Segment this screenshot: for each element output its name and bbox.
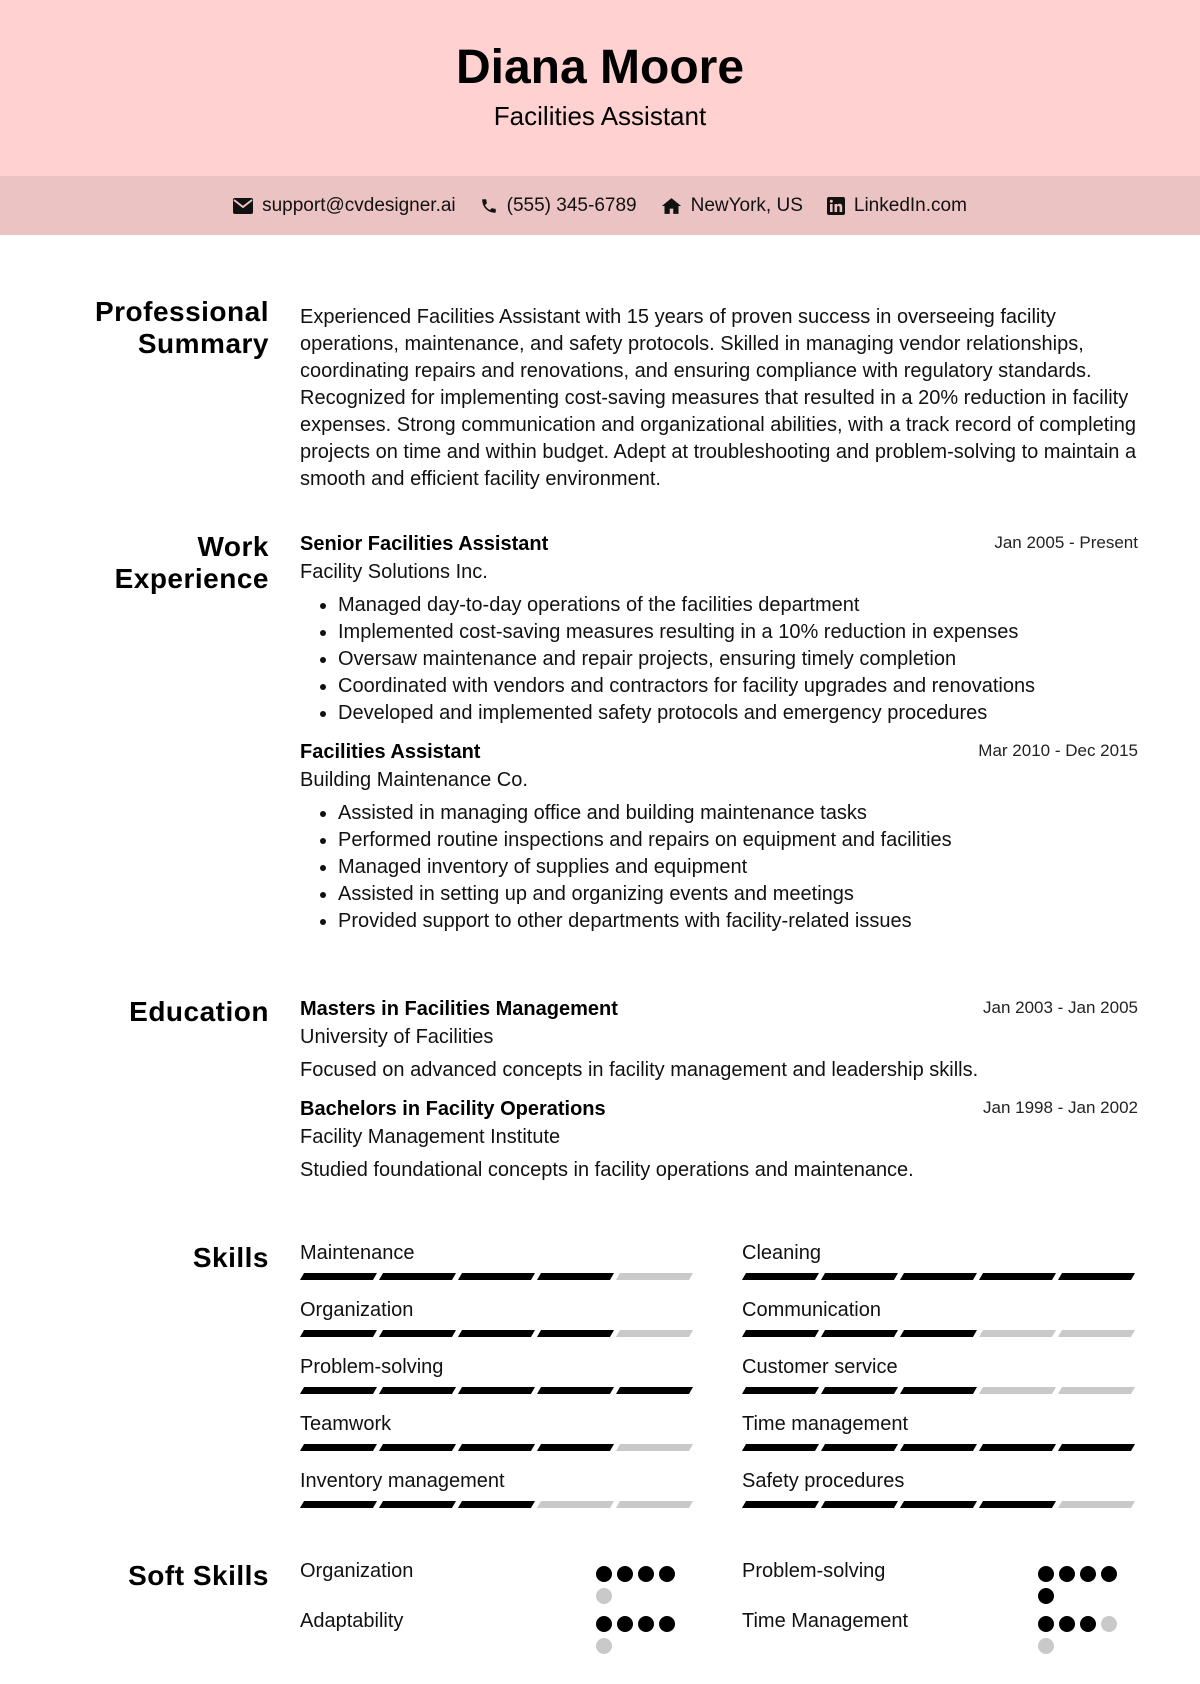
skill-level-segment (458, 1387, 535, 1394)
education-heading: Education (129, 996, 269, 1027)
skill-level-bar (742, 1387, 1138, 1394)
job-bullet: • Performed routine inspections and repairs on equipment and facilities (338, 827, 1138, 854)
skill-level-segment (379, 1444, 456, 1451)
envelope-icon (233, 198, 253, 214)
school-name: University of Facilities (300, 1026, 494, 1048)
education-entry (300, 1098, 1138, 1182)
skill-name: Maintenance (300, 1242, 415, 1264)
soft-skill-name: Problem-solving (742, 1560, 886, 1582)
work-heading-line1: Work (197, 531, 269, 562)
skill-level-bar (300, 1330, 696, 1337)
skill-level-segment (979, 1501, 1056, 1508)
skill-level-segment (979, 1330, 1056, 1337)
skill-level-segment (458, 1501, 535, 1508)
candidate-role: Facilities Assistant (493, 101, 707, 131)
job-bullet: • Oversaw maintenance and repair projects, ensuring timely completion (338, 646, 1138, 673)
skill-name: Teamwork (300, 1413, 392, 1435)
job-bullet: • Implemented cost-saving measures resulting in a 10% reduction in expenses (338, 619, 1138, 646)
skill-item (300, 1242, 696, 1280)
rating-dot (617, 1566, 633, 1582)
skill-level-segment (616, 1273, 693, 1280)
rating-dot (1059, 1616, 1075, 1632)
skill-name: Organization (300, 1299, 414, 1321)
job-company: Building Maintenance Co. (300, 769, 528, 791)
skill-level-segment (821, 1501, 898, 1508)
degree-date: Jan 2003 - Jan 2005 (982, 998, 1138, 1017)
rating-dot (1038, 1638, 1054, 1654)
skill-level-segment (616, 1387, 693, 1394)
skill-level-bar (300, 1387, 696, 1394)
skill-level-segment (900, 1387, 977, 1394)
skill-level-bar (742, 1273, 1138, 1280)
location-text: NewYork, US (690, 194, 803, 216)
skill-level-segment (379, 1273, 456, 1280)
soft-skill-item (300, 1560, 700, 1604)
job-title: Senior Facilities Assistant (300, 533, 549, 555)
skill-level-segment (742, 1273, 819, 1280)
email-text: support@cvdesigner.ai (262, 194, 456, 216)
skill-level-segment (616, 1444, 693, 1451)
skill-level-segment (537, 1273, 614, 1280)
skill-level-bar (742, 1501, 1138, 1508)
skill-level-segment (537, 1330, 614, 1337)
skill-level-segment (900, 1273, 977, 1280)
skill-item (742, 1242, 1138, 1280)
soft-skill-item (742, 1610, 1142, 1654)
skill-item (300, 1356, 696, 1394)
job-bullets (300, 800, 1138, 935)
skill-level-bar (742, 1444, 1138, 1451)
summary-heading-line2: Summary (137, 328, 269, 359)
skill-level-segment (300, 1444, 377, 1451)
skill-level-segment (300, 1273, 377, 1280)
rating-dot (1038, 1588, 1054, 1604)
skill-name: Communication (742, 1299, 881, 1321)
skill-level-segment (1058, 1501, 1135, 1508)
skill-level-bar (300, 1501, 696, 1508)
skill-item (742, 1356, 1138, 1394)
skill-level-segment (1058, 1444, 1135, 1451)
job-bullet: • Developed and implemented safety protocols and emergency procedures (338, 700, 1138, 727)
skill-level-segment (979, 1273, 1056, 1280)
skill-level-segment (979, 1387, 1056, 1394)
skill-name: Customer service (742, 1356, 898, 1378)
rating-dot (1038, 1566, 1054, 1582)
skill-level-segment (458, 1330, 535, 1337)
skill-level-segment (900, 1444, 977, 1451)
skill-level-segment (1058, 1387, 1135, 1394)
rating-dot (1059, 1566, 1075, 1582)
candidate-name: Diana Moore (455, 41, 745, 94)
job-bullet: • Provided support to other departments with facility-related issues (338, 908, 1138, 935)
contact-email[interactable] (233, 195, 456, 217)
contact-bar (0, 176, 1200, 235)
soft-skill-rating (596, 1616, 686, 1654)
degree-description: Studied foundational concepts in facility operations and maintenance. (300, 1159, 914, 1181)
degree-title: Masters in Facilities Management (300, 998, 618, 1020)
soft-skills-heading: Soft Skills (128, 1560, 269, 1591)
job-company: Facility Solutions Inc. (300, 561, 488, 583)
job-bullets (300, 592, 1138, 727)
rating-dot (1080, 1566, 1096, 1582)
rating-dot (659, 1566, 675, 1582)
skills-heading: Skills (192, 1242, 269, 1273)
job-bullet: • Assisted in managing office and building maintenance tasks (338, 800, 1138, 827)
soft-skill-item (742, 1560, 1142, 1604)
rating-dot (596, 1616, 612, 1632)
skill-level-segment (379, 1387, 456, 1394)
skill-level-bar (300, 1444, 696, 1451)
job-bullet: • Assisted in setting up and organizing events and meetings (338, 881, 1138, 908)
skill-level-segment (821, 1330, 898, 1337)
skill-level-segment (742, 1330, 819, 1337)
skill-item (300, 1413, 696, 1451)
skill-level-segment (1058, 1330, 1135, 1337)
phone-text: (555) 345-6789 (506, 194, 637, 216)
skill-level-segment (379, 1501, 456, 1508)
job-entry (300, 533, 1138, 727)
soft-skill-rating (1038, 1616, 1128, 1654)
skill-level-segment (300, 1330, 377, 1337)
resume-header (0, 0, 1200, 176)
school-name: Facility Management Institute (300, 1126, 561, 1148)
work-heading (29, 531, 269, 595)
contact-location (661, 195, 803, 217)
summary-heading-line1: Professional (94, 296, 269, 327)
skill-level-segment (379, 1330, 456, 1337)
summary-text: Experienced Facilities Assistant with 15 years of proven success in overseeing facility operations, maintenance, and safety protocols. Skilled in managing vendor relationships, coordinating repairs and renovations, and ensuring compliance with regulatory standards. Recognized for implementing cost-saving measures that resulted in a 20% reduction in facility expenses. Strong communication and organizational abilities, with a track record of completing projects on time and within budget. Adept at troubleshooting and problem-solving to maintain a smooth and efficient facility environment. (300, 306, 1137, 490)
skill-level-segment (742, 1387, 819, 1394)
soft-skill-name: Adaptability (300, 1610, 404, 1632)
rating-dot (596, 1566, 612, 1582)
skill-item (742, 1299, 1138, 1337)
rating-dot (659, 1616, 675, 1632)
job-date: Mar 2010 - Dec 2015 (978, 741, 1138, 760)
skill-level-segment (537, 1387, 614, 1394)
skill-item (300, 1299, 696, 1337)
skill-name: Safety procedures (742, 1470, 905, 1492)
rating-dot (596, 1638, 612, 1654)
rating-dot (617, 1616, 633, 1632)
soft-skill-name: Time Management (742, 1610, 908, 1632)
skill-level-segment (742, 1501, 819, 1508)
education-entry (300, 998, 1138, 1082)
contact-linkedin[interactable] (827, 195, 967, 217)
soft-skill-rating (596, 1566, 686, 1604)
skill-item (300, 1470, 696, 1508)
skill-level-segment (979, 1444, 1056, 1451)
contact-phone[interactable] (480, 195, 637, 217)
skill-level-bar (742, 1330, 1138, 1337)
soft-skill-name: Organization (300, 1560, 414, 1582)
skill-level-segment (300, 1501, 377, 1508)
degree-title: Bachelors in Facility Operations (300, 1098, 606, 1120)
rating-dot (638, 1566, 654, 1582)
skill-name: Cleaning (742, 1242, 821, 1264)
skill-level-segment (821, 1273, 898, 1280)
rating-dot (596, 1588, 612, 1604)
skill-level-segment (458, 1444, 535, 1451)
rating-dot (1101, 1616, 1117, 1632)
skill-level-bar (300, 1273, 696, 1280)
degree-date: Jan 1998 - Jan 2002 (982, 1098, 1138, 1117)
job-entry (300, 741, 1138, 935)
rating-dot (1080, 1616, 1096, 1632)
skill-level-segment (900, 1330, 977, 1337)
summary-heading (29, 296, 269, 360)
skill-level-segment (742, 1444, 819, 1451)
skill-level-segment (616, 1330, 693, 1337)
phone-icon (480, 197, 498, 215)
skill-level-segment (900, 1501, 977, 1508)
home-icon (661, 197, 682, 215)
job-title: Facilities Assistant (300, 741, 481, 763)
skill-level-segment (300, 1387, 377, 1394)
soft-skill-item (300, 1610, 700, 1654)
skill-name: Inventory management (300, 1470, 505, 1492)
skill-item (742, 1413, 1138, 1451)
skill-level-segment (821, 1444, 898, 1451)
rating-dot (1101, 1566, 1117, 1582)
skill-level-segment (537, 1501, 614, 1508)
job-bullet: • Managed inventory of supplies and equipment (338, 854, 1138, 881)
skill-level-segment (616, 1501, 693, 1508)
skill-level-segment (537, 1444, 614, 1451)
job-date: Jan 2005 - Present (994, 533, 1138, 552)
linkedin-icon (827, 197, 845, 215)
work-heading-line2: Experience (114, 563, 269, 594)
skill-name: Time management (742, 1413, 908, 1435)
soft-skill-rating (1038, 1566, 1128, 1604)
skill-level-segment (1058, 1273, 1135, 1280)
rating-dot (1038, 1616, 1054, 1632)
rating-dot (638, 1616, 654, 1632)
skill-level-segment (821, 1387, 898, 1394)
job-bullet: • Managed day-to-day operations of the facilities department (338, 592, 1138, 619)
skill-level-segment (458, 1273, 535, 1280)
skill-name: Problem-solving (300, 1356, 444, 1378)
job-bullet: • Coordinated with vendors and contractors for facility upgrades and renovations (338, 673, 1138, 700)
degree-description: Focused on advanced concepts in facility management and leadership skills. (300, 1059, 979, 1081)
skill-item (742, 1470, 1138, 1508)
linkedin-text: LinkedIn.com (853, 194, 967, 216)
